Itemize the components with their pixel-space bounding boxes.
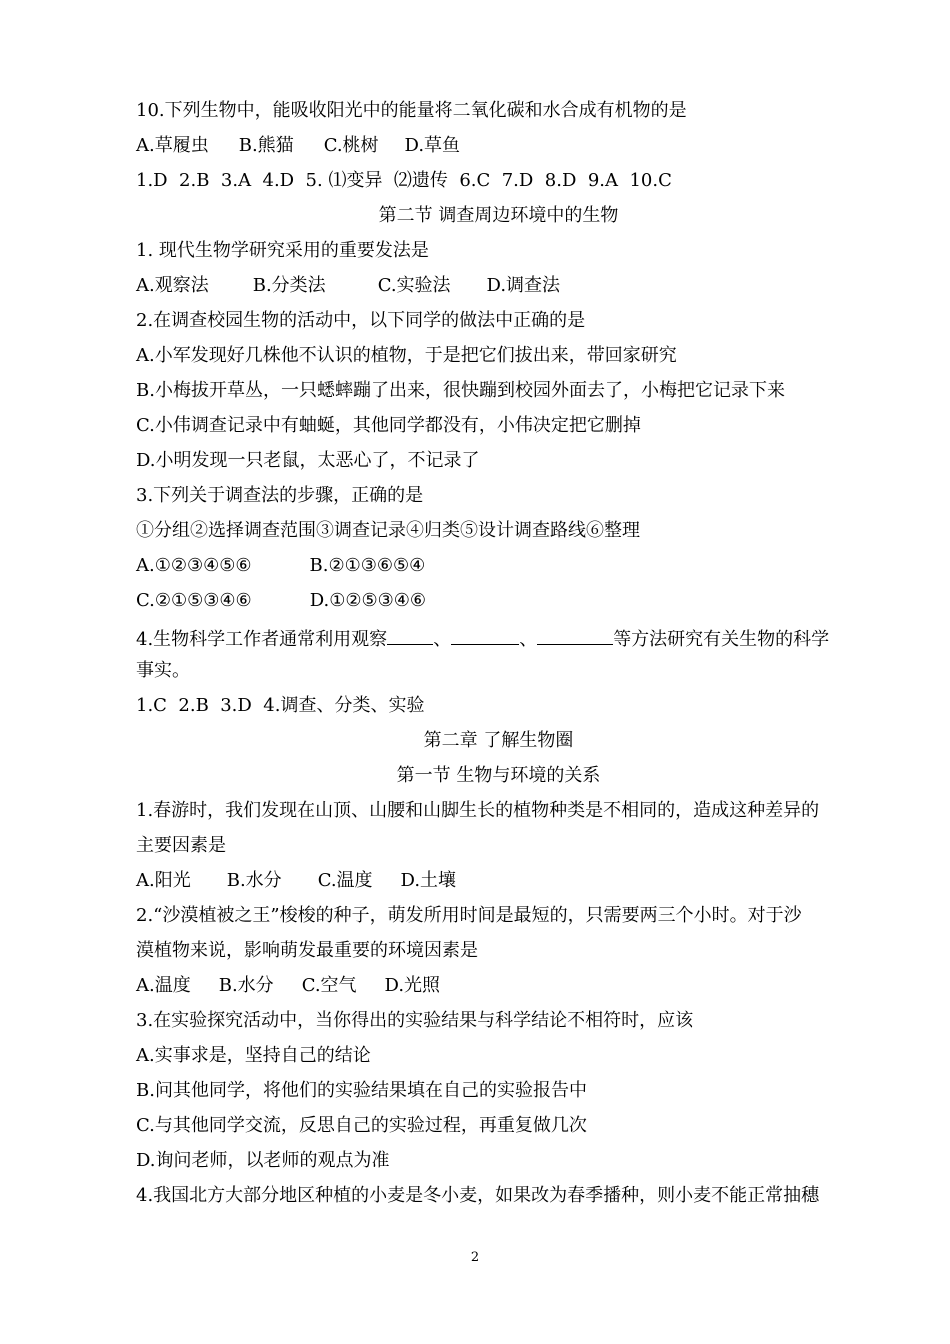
- section-heading: 第二节 调查周边环境中的生物: [378, 205, 619, 226]
- options-line: A.观察法 B.分类法 C.实验法 D.调查法: [136, 275, 561, 296]
- answer-blank: [451, 624, 519, 645]
- step-list-line: ①分组②选择调查范围③调查记录④归类⑤设计调查路线⑥整理: [136, 520, 640, 541]
- answer-line: 1.C 2.B 3.D 4.调查、分类、实验: [136, 695, 425, 716]
- option-line: C.小伟调查记录中有蚰蜒，其他同学都没有，小伟决定把它删掉: [136, 415, 641, 436]
- question-line: 2.“沙漠植被之王”梭梭的种子，萌发所用时间是最短的，只需要两三个小时。对于沙: [136, 905, 802, 926]
- page-number: 2: [470, 1250, 480, 1265]
- option-line: D.询问老师，以老师的观点为准: [136, 1150, 390, 1171]
- options-line: A.草履虫 B.熊猫 C.桃树 D.草鱼: [136, 135, 461, 156]
- question-line: 1.春游时，我们发现在山顶、山腰和山脚生长的植物种类是不相同的，造成这种差异的: [136, 800, 820, 821]
- option-line: C.与其他同学交流，反思自己的实验过程，再重复做几次: [136, 1115, 587, 1136]
- question-line: 1. 现代生物学研究采用的重要发法是: [136, 240, 429, 261]
- question-line: 4.我国北方大部分地区种植的小麦是冬小麦，如果改为春季播种，则小麦不能正常抽穗: [136, 1185, 820, 1206]
- question-line: 事实。: [136, 660, 190, 681]
- option-line: D.小明发现一只老鼠，太恶心了，不记录了: [136, 450, 480, 471]
- answer-blank: [387, 624, 433, 645]
- option-line: B.小梅拔开草丛，一只蟋蟀蹦了出来，很快蹦到校园外面去了，小梅把它记录下来: [136, 380, 785, 401]
- option-line: A.实事求是，坚持自己的结论: [136, 1045, 371, 1066]
- chapter-heading: 第二章 了解生物圈: [423, 730, 574, 751]
- question-line: 2.在调查校园生物的活动中，以下同学的做法中正确的是: [136, 310, 586, 331]
- question-line: 3.在实验探究活动中，当你得出的实验结果与科学结论不相符时，应该: [136, 1010, 694, 1031]
- question-line: 主要因素是: [136, 835, 226, 856]
- options-line: A.①②③④⑤⑥ B.②①③⑥⑤④: [136, 555, 426, 576]
- options-line: A.温度 B.水分 C.空气 D.光照: [136, 975, 441, 996]
- question-line: 3.下列关于调查法的步骤，正确的是: [136, 485, 424, 506]
- answer-blank: [537, 624, 613, 645]
- fill-blank-question: 4.生物科学工作者通常利用观察 、 、 等方法研究有关生物的科学: [136, 624, 861, 652]
- option-line: A.小军发现好几株他不认识的植物，于是把它们拔出来，带回家研究: [136, 345, 677, 366]
- answer-line: 1.D 2.B 3.A 4.D 5. ⑴变异 ⑵遗传 6.C 7.D 8.D 9.A 10.C: [136, 170, 672, 191]
- section-heading: 第一节 生物与环境的关系: [396, 765, 601, 786]
- option-line: B.问其他同学，将他们的实验结果填在自己的实验报告中: [136, 1080, 587, 1101]
- question-line: 漠植物来说，影响萌发最重要的环境因素是: [136, 940, 478, 961]
- options-line: A.阳光 B.水分 C.温度 D.土壤: [136, 870, 457, 891]
- options-line: C.②①⑤③④⑥ D.①②⑤③④⑥: [136, 590, 427, 611]
- question-line: 10.下列生物中，能吸收阳光中的能量将二氧化碳和水合成有机物的是: [136, 100, 687, 121]
